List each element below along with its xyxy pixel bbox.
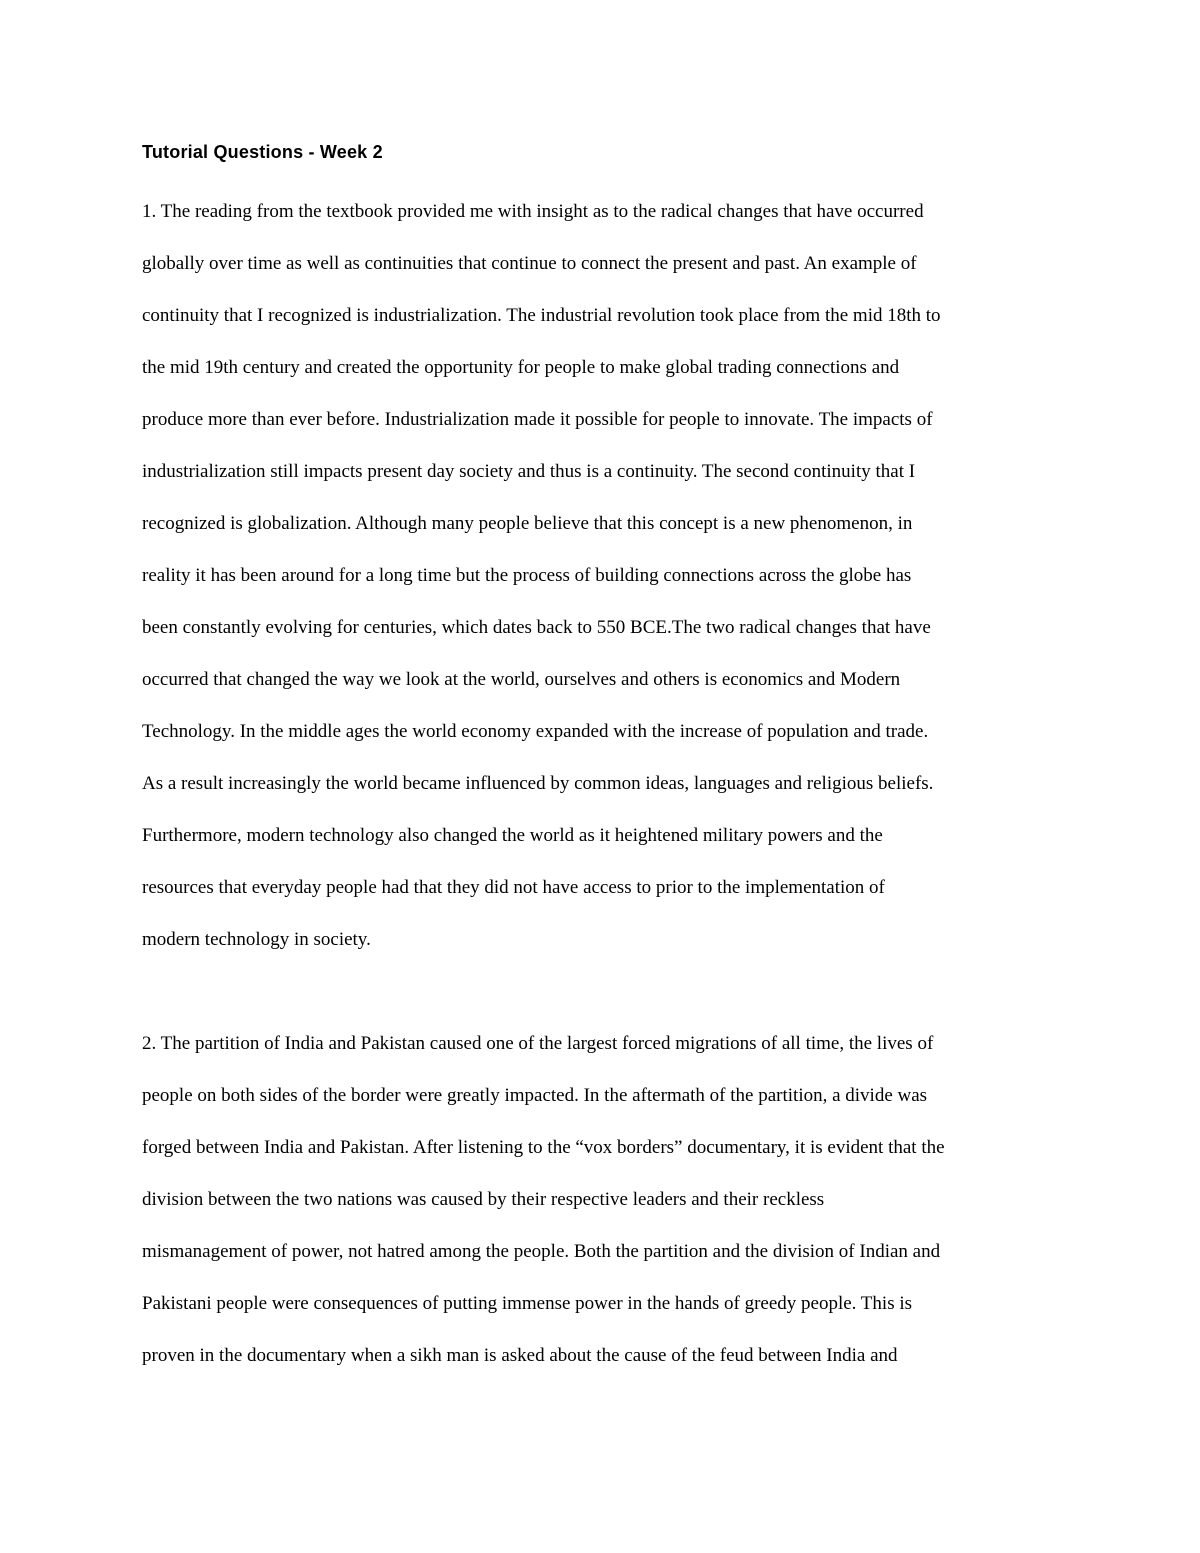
text-line: mismanagement of power, not hatred among the people. Both the partition and the division of Indian and <box>142 1241 941 1262</box>
text-line: division between the two nations was caused by their respective leaders and their reckless <box>142 1189 825 1210</box>
text-line: resources that everyday people had that they did not have access to prior to the implementation of <box>142 877 885 898</box>
text-line: proven in the documentary when a sikh man is asked about the cause of the feud between India and <box>142 1345 898 1366</box>
text-line: modern technology in society. <box>142 929 371 950</box>
text-line: As a result increasingly the world became influenced by common ideas, languages and religious beliefs. <box>142 773 934 794</box>
text-line: globally over time as well as continuities that continue to connect the present and past. An example of <box>142 253 917 274</box>
text-line: forged between India and Pakistan. After listening to the “vox borders” documentary, it is evident that the <box>142 1137 945 1158</box>
text-line: Furthermore, modern technology also changed the world as it heightened military powers and the <box>142 825 883 846</box>
text-line: reality it has been around for a long time but the process of building connections across the globe has <box>142 565 912 586</box>
text-line: Pakistani people were consequences of putting immense power in the hands of greedy people. This is <box>142 1293 913 1314</box>
text-line: Technology. In the middle ages the world economy expanded with the increase of population and trade. <box>142 721 929 742</box>
text-line: 1. The reading from the textbook provided me with insight as to the radical changes that have occurred <box>142 201 924 222</box>
text-line: continuity that I recognized is industrialization. The industrial revolution took place from the mid 18th to <box>142 305 941 326</box>
text-line: occurred that changed the way we look at the world, ourselves and others is economics and Modern <box>142 669 901 690</box>
text-line: industrialization still impacts present day society and thus is a continuity. The second continuity that I <box>142 461 916 482</box>
text-line: the mid 19th century and created the opportunity for people to make global trading connections and <box>142 357 900 378</box>
text-line: recognized is globalization. Although many people believe that this concept is a new phenomenon, in <box>142 513 913 534</box>
text-line: produce more than ever before. Industrialization made it possible for people to innovate. The impacts of <box>142 409 933 430</box>
text-line: 2. The partition of India and Pakistan caused one of the largest forced migrations of all time, the lives of <box>142 1033 934 1054</box>
text-line: people on both sides of the border were greatly impacted. In the aftermath of the partition, a divide was <box>142 1085 928 1106</box>
text-line: been constantly evolving for centuries, which dates back to 550 BCE.The two radical changes that have <box>142 617 931 638</box>
document-title: Tutorial Questions - Week 2 <box>142 142 383 162</box>
